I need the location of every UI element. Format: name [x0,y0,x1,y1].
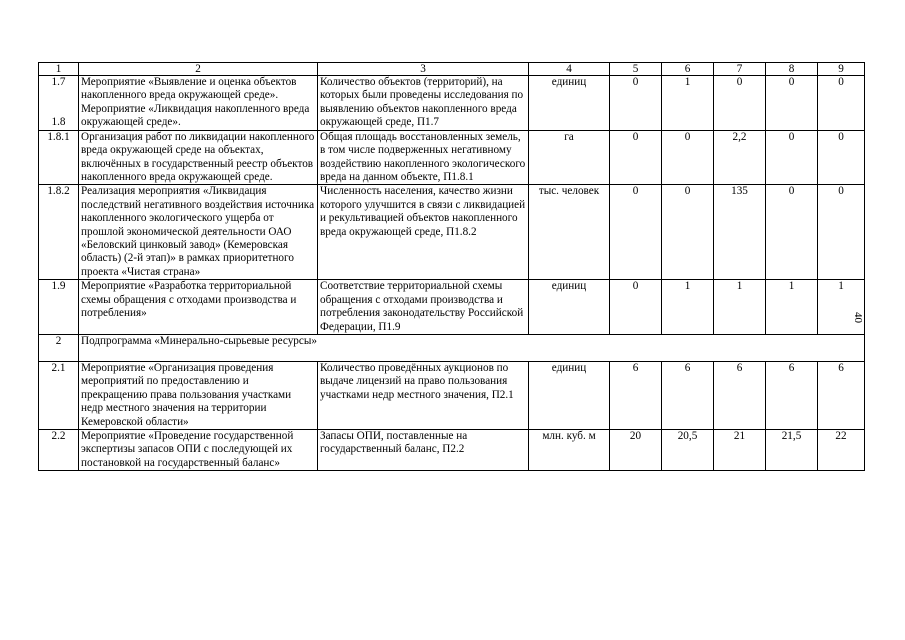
value-cell-5: 0 [610,280,662,335]
value-cell-7: 0 [714,76,766,131]
indicator-cell: Количество объектов (территорий), на которых были проведены исследования по выявлению объектов накопленного вреда окружающей среде, П1.7 [318,76,529,131]
row-number: 1.8.1 [39,130,79,185]
value-cell-9: 0 [818,76,865,131]
row-number: 1.9 [39,280,79,335]
measure-name: Мероприятие «Разработка территориальной схемы обращения с отходами производства и потребления» [79,280,318,335]
value-cell-6: 6 [662,361,714,429]
measure-name: Мероприятие «Выявление и оценка объектов накопленного вреда окружающей среде». [81,76,297,102]
value-cell-6: 1 [662,280,714,335]
row-number: 1.7 [51,76,66,88]
indicator-cell: Соответствие территориальной схемы обращения с отходами производства и потребления законодательству Российской Федерации, П1.9 [318,280,529,335]
value-cell-8: 0 [766,130,818,185]
row-number: 2 [39,334,79,361]
table-row [39,280,865,335]
value-cell-5: 0 [610,130,662,185]
value-cell-9: 1 [818,280,865,335]
table-row [39,361,865,429]
value-cell-5: 0 [610,76,662,131]
value-cell-6: 20,5 [662,429,714,470]
unit-cell: тыс. человек [529,185,610,280]
value-cell-8: 0 [766,76,818,131]
value-cell-8: 21,5 [766,429,818,470]
value-cell-5: 0 [610,185,662,280]
indicator-cell: Запасы ОПИ, поставленные на государственный баланс, П2.2 [318,429,529,470]
table-row [39,185,865,280]
header-row [39,63,865,76]
value-cell-8: 1 [766,280,818,335]
value-cell-7: 21 [714,429,766,470]
value-cell-9: 22 [818,429,865,470]
value-cell-6: 0 [662,130,714,185]
header-col-6: 6 [662,63,714,76]
row-number: 2.1 [39,361,79,429]
value-cell-7: 1 [714,280,766,335]
measure-name: Мероприятие «Проведение государственной экспертизы запасов ОПИ с последующей их постановкой на государственный баланс» [79,429,318,470]
value-cell-5: 20 [610,429,662,470]
row-number: 1.8 [51,116,66,129]
value-cell-9: 0 [818,185,865,280]
subprogram-title: Подпрограмма «Минерально-сырьевые ресурсы» [79,334,865,361]
unit-cell: единиц [529,361,610,429]
table-row [39,76,865,131]
header-col-5: 5 [610,63,662,76]
measure-name: Мероприятие «Ликвидация накопленного вреда окружающей среде». [81,102,310,129]
header-col-4: 4 [529,63,610,76]
indicators-table [38,62,865,471]
header-col-7: 7 [714,63,766,76]
header-col-3: 3 [318,63,529,76]
measure-name-cell [79,76,318,131]
value-cell-9: 0 [818,130,865,185]
indicator-cell: Общая площадь восстановленных земель, в том числе подверженных негативному воздействию накопленного экологического вреда на данном объекте, П1.8.1 [318,130,529,185]
header-col-8: 8 [766,63,818,76]
value-cell-8: 0 [766,185,818,280]
value-cell-7: 2,2 [714,130,766,185]
row-number: 2.2 [39,429,79,470]
unit-cell: млн. куб. м [529,429,610,470]
table-row [39,429,865,470]
row-number-cell [39,76,79,131]
unit-cell: единиц [529,76,610,131]
table-row [39,130,865,185]
indicator-cell: Количество проведённых аукционов по выдаче лицензий на право пользования участками недр местного значения, П2.1 [318,361,529,429]
unit-cell: га [529,130,610,185]
subprogram-row [39,334,865,361]
unit-cell: единиц [529,280,610,335]
row-number: 1.8.2 [39,185,79,280]
measure-name: Мероприятие «Организация проведения мероприятий по предоставлению и прекращению права пользования участками недр местного значения на территории Кемеровской области» [79,361,318,429]
indicator-cell: Численность населения, качество жизни которого улучшится в связи с ликвидацией и рекультивацией объектов накопленного вреда окружающей среде, П1.8.2 [318,185,529,280]
value-cell-6: 1 [662,76,714,131]
value-cell-6: 0 [662,185,714,280]
value-cell-7: 6 [714,361,766,429]
value-cell-7: 135 [714,185,766,280]
header-col-1: 1 [39,63,79,76]
measure-name: Реализация мероприятия «Ликвидация последствий негативного воздействия источника накопленного экологического ущерба от прошлой экономической деятельности ОАО «Беловский цинковый завод» (Кемеровская область) (2-й этап)» в рамках приоритетного проекта «Чистая страна» [79,185,318,280]
measure-name: Организация работ по ликвидации накопленного вреда окружающей среде на объектах, включённых в государственный реестр объектов накопленного вреда окружающей среде. [79,130,318,185]
page-number: 40 [852,312,864,323]
header-col-9: 9 [818,63,865,76]
value-cell-5: 6 [610,361,662,429]
header-col-2: 2 [79,63,318,76]
value-cell-8: 6 [766,361,818,429]
value-cell-9: 6 [818,361,865,429]
